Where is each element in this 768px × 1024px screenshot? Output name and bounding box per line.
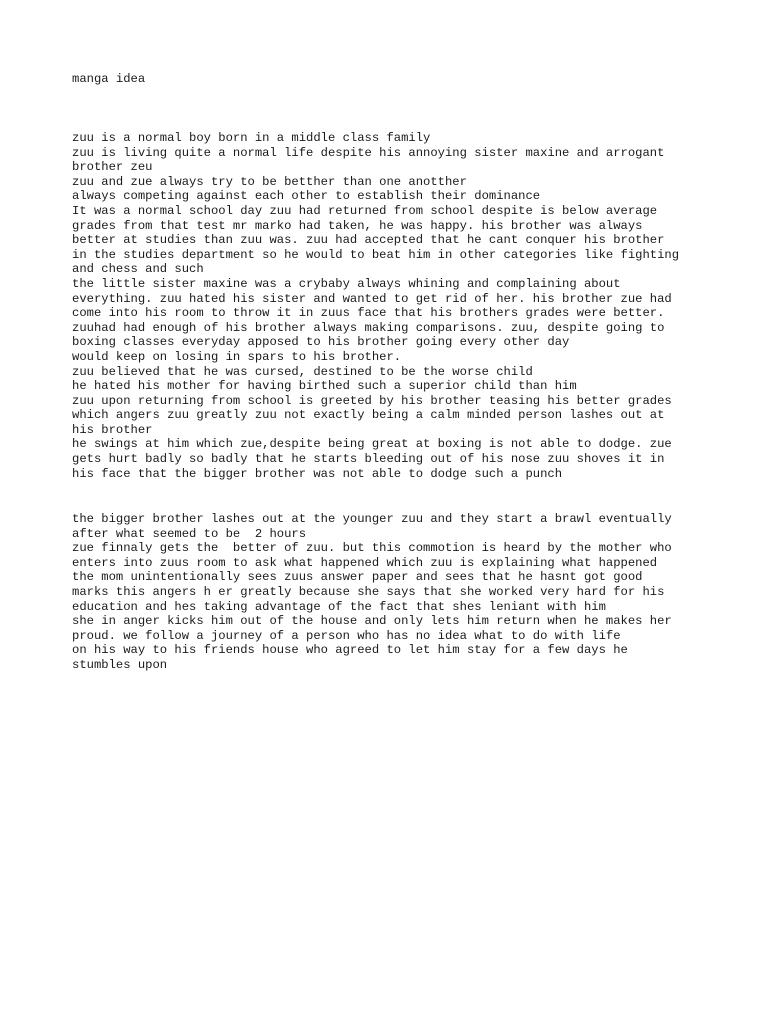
text-line: zue finnaly gets the better of zuu. but this commotion is heard by the mother who	[72, 541, 672, 556]
text-line: zuu is a normal boy born in a middle class family	[72, 131, 431, 145]
text-line: on his way to his friends house who agreed to let him stay for a few days he	[72, 643, 628, 658]
text-line: his brother	[72, 422, 153, 437]
text-line: zuuhad had enough of his brother always making comparisons. zuu, despite going to	[72, 320, 665, 335]
text-line: everything. zuu hated his sister and wanted to get rid of her. his brother zue had	[72, 291, 672, 306]
text-line: would keep on losing in spars to his brother.	[72, 349, 402, 364]
text-line: better at studies than zuu was. zuu had accepted that he cant conquer his brother	[72, 233, 665, 248]
text-line: the little sister maxine was a crybaby always whining and complaining about	[72, 276, 621, 291]
text-line: he hated his mother for having birthed such a superior child than him	[72, 379, 577, 394]
text-line: It was a normal school day zuu had returned from school despite is below average	[72, 203, 658, 218]
text-line: proud. we follow a journey of a person who has no idea what to do with life	[72, 628, 621, 643]
text-line: in the studies department so he would to beat him in other categories like fighting	[72, 247, 680, 262]
text-line: boxing classes everyday apposed to his brother going every other day	[72, 335, 570, 350]
story-paragraph-2	[72, 512, 712, 673]
text-line: the bigger brother lashes out at the younger zuu and they start a brawl eventually	[72, 512, 672, 526]
text-line: enters into zuus room to ask what happened which zuu is explaining what happened	[72, 555, 658, 570]
text-line: always competing against each other to establish their dominance	[72, 189, 541, 204]
text-line: marks this angers h er greatly because she says that she worked very hard for his	[72, 584, 665, 599]
text-line: which angers zuu greatly zuu not exactly being a calm minded person lashes out at	[72, 408, 665, 423]
document-title: manga idea	[72, 72, 146, 86]
text-line: zuu believed that he was cursed, destined to be the worse child	[72, 364, 533, 379]
text-line: after what seemed to be 2 hours	[72, 526, 307, 541]
text-line: education and hes taking advantage of the fact that shes leniant with him	[72, 599, 606, 614]
text-line: zuu upon returning from school is greeted by his brother teasing his better grades	[72, 393, 672, 408]
text-line: he swings at him which zue,despite being great at boxing is not able to dodge. zue	[72, 437, 672, 452]
text-line: gets hurt badly so badly that he starts bleeding out of his nose zuu shoves it in	[72, 452, 665, 467]
text-line: brother zeu	[72, 160, 153, 175]
text-line: zuu and zue always try to be betther than one anotther	[72, 174, 467, 189]
text-line: she in anger kicks him out of the house and only lets him return when he makes her	[72, 614, 672, 629]
text-line: stumbles upon	[72, 657, 168, 672]
text-line: come into his room to throw it in zuus face that his brothers grades were better.	[72, 306, 665, 321]
text-line: the mom unintentionally sees zuus answer paper and sees that he hasnt got good	[72, 570, 643, 585]
text-line: grades from that test mr marko had taken, he was happy. his brother was always	[72, 218, 643, 233]
text-line: and chess and such	[72, 262, 204, 277]
story-paragraph-1	[72, 131, 712, 481]
text-line: his face that the bigger brother was not able to dodge such a punch	[72, 466, 563, 481]
text-line: zuu is living quite a normal life despite his annoying sister maxine and arrogant	[72, 145, 665, 160]
